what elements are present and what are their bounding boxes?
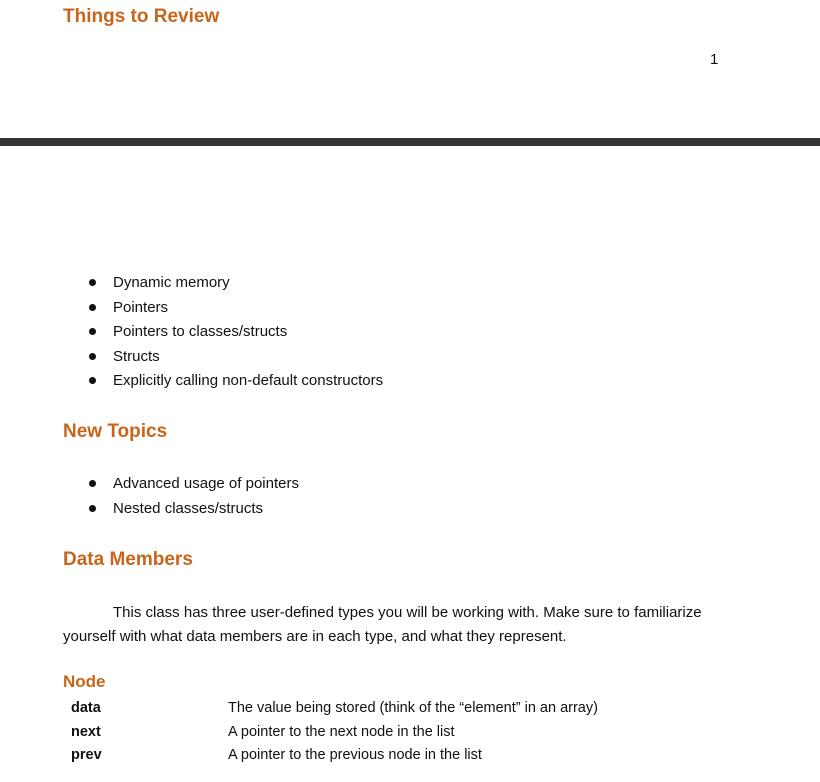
bullet-icon (89, 353, 96, 360)
bullet-icon (89, 328, 96, 335)
member-description: A pointer to the next node in the list (228, 724, 455, 740)
member-description: The value being stored (think of the “element” in an array) (228, 700, 598, 716)
intro-paragraph: This class has three user-defined types you will be working with. Make sure to familiarize yourself with what data members are in each type, and what they represent. (63, 604, 702, 645)
heading-node: Node (63, 672, 106, 691)
bullet-icon (89, 279, 96, 286)
heading-data-members: Data Members (63, 549, 193, 570)
member-name: next (71, 724, 101, 740)
bullet-icon (89, 505, 96, 512)
page-number: 1 (710, 51, 719, 68)
member-name: data (71, 700, 101, 716)
bullet-icon (89, 480, 96, 487)
bullet-icon (89, 377, 96, 384)
bullet-icon (89, 304, 96, 311)
heading-things-to-review: Things to Review (63, 6, 220, 27)
header-divider (0, 138, 820, 146)
heading-new-topics: New Topics (63, 421, 168, 442)
member-row (0, 748, 820, 770)
member-name: prev (71, 747, 102, 763)
member-description: A pointer to the previous node in the list (228, 747, 482, 763)
member-row (0, 725, 820, 747)
member-row (0, 701, 820, 723)
